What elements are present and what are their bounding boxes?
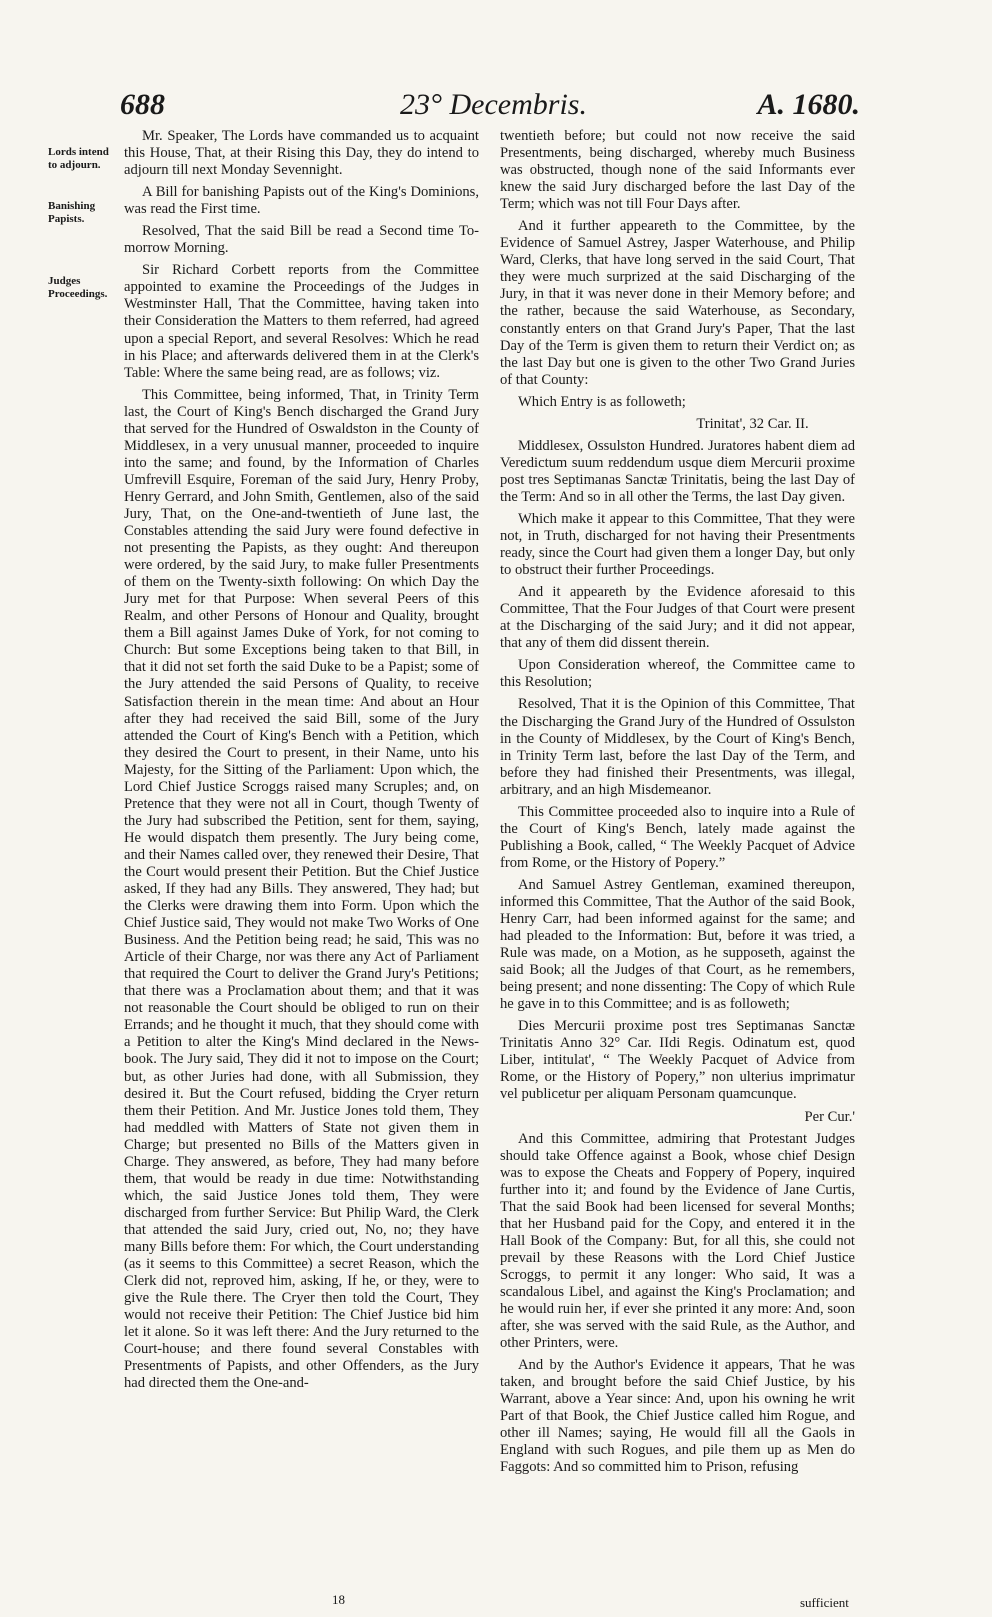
paragraph: twentieth before; but could not now receive the said Presentments, being discharged, whereby much Business was obstructed, though none of the said Informants ever knew the said Jury discharged before the last Day of the Term; which was not till Four Days after. [500, 128, 855, 213]
running-title-date: 23° Decembris. [400, 88, 587, 121]
per-curiam: Per Cur.' [804, 1108, 855, 1125]
paragraph: And it appeareth by the Evidence aforesaid to this Committee, That the Four Judges of that Court were present at the Discharging of the said Jury; and it did not appear, that any of them did dissent therein. [500, 584, 855, 652]
paragraph: And Samuel Astrey Gentleman, examined thereupon, informed this Committee, That the Author of the said Book, Henry Carr, had been informed against for the same; and had pleaded to the Information: But, before it was tried, a Rule was made, on a Motion, as he supposeth, against the said Book; all the Judges of that Court, as he remembers, being present; and none dissenting: The Copy of which Rule he gave in to this Committee; and is as followeth; [500, 876, 855, 1013]
paragraph: This Committee, being informed, That, in Trinity Term last, the Court of King's Bench discharged the Grand Jury that served for the Hundred of Oswaldston in the County of Middlesex, in a very unusual manner, proceeded to inquire into the same; and found, by the Information of Charles Umfrevill Esquire, Foreman of the said Jury, Henry Proby, Henry Gerrard, and John Smith, Gentlemen, also of the said Jury, That, on the One-and-twentieth of June last, the Constables attending the said Jury were found defective in not presenting the Papists, as they ought: And thereupon were ordered, by the said Jury, to make fuller Presentments of them on the Twenty-sixth following: On which Day the Jury met for that Purpose: When several Peers of this Realm, and other Persons of Honour and Quality, brought them a Bill against James Duke of York, for not coming to Church: But some Exceptions being taken to that Bill, in that it did not set forth the said Duke to be a Papist; some of the Jury attended the said Persons of Quality, to receive Satisfaction therein in the mean time: And about an Hour after they had received the said Bill, some of the Jury attended the Court of King's Bench with a Petition, which they desired the Court to present, in their Name, unto his Majesty, for the Sitting of the Parliament: Upon which, the Lord Chief Justice Scroggs raised many Scruples; and, on Pretence that they were not all in Court, though Twenty of the Jury had subscribed the Petition, sent for them, saying, He would dispatch them presently. The Jury being come, and their Names called over, they renewed their Desire, That the Court would present their Petition. But the Chief Justice asked, If they had any Bills. They answered, They had; but the Clerks were drawing them into Form. Upon which the Chief Justice said, They would not make Two Works of One Business. And the Petition being read; he said, This was no Article of their Charge, nor was there any Act of Parliament that required the Court to deliver the Grand Jury's Petitions; that there was a Proclamation about them; and that it was not reasonable the Court should be obliged to run on their Errands; and he thought it much, that they should come with a Petition to alter the King's Mind declared in the News-book. The Jury said, They did it not to impose on the Court; but, as other Juries had done, with all Submission, they desired it. But the Court refused, bidding the Cryer return them their Petition. And Mr. Justice Jones told them, They had meddled with Matters of State not given them in Charge; but presented no Bills of the Matters given in Charge. They answered, as before, They had many before them, that would be ready in due time: Notwithstanding which, the said Justice Jones told them, They were discharged from further Service: But Philip Ward, the Clerk that attended the said Jury, cried out, No, no; they have many Bills before them: For which, the Court understanding (as it seems to this Committee) a secret Reason, which the Clerk did not, reproved him, asking, If he, or they, were to give the Rule there. The Cryer then told the Court, They would not receive their Petition: The Chief Justice bid him let it alone. So it was left there: And the Jury returned to the Court-house; and there found several Constables with Presentments of Papists, and other Offenders, as the Jury had directed them the One-and- [124, 386, 479, 1392]
left-column [124, 128, 479, 1397]
right-column [500, 128, 855, 1482]
paragraph: And this Committee, admiring that Protestant Judges should take Offence against a Book, whose chief Design was to expose the Cheats and Foppery of Popery, inquired further into it; and found by the Evidence of Jane Curtis, That the said Book had been licensed for several Months; that her Husband paid for the Copy, and entered it in the Hall Book of the Company: But, for all this, she could not prevail by these Reasons with the Lord Chief Justice Scroggs, to permit it any longer: Who said, It was a scandalous Libel, and against the King's Proclamation; and he would ruin her, if ever she printed it any more: And, soon after, she was served with the said Rule, as the Author, and other Printers, were. [500, 1130, 855, 1352]
paragraph: Resolved, That it is the Opinion of this Committee, That the Discharging the Grand Jury of the Hundred of Ossulston in the County of Middlesex, by the Court of King's Bench, in Trinity Term last, before the last Day of the Term, and before they had finished their Presentments, was illegal, arbitrary, and an high Misdemeanor. [500, 696, 855, 798]
margin-note-judges-proceedings: Judges Proceedings. [48, 275, 108, 300]
paragraph: Which Entry is as followeth; [518, 393, 686, 410]
paragraph: Mr. Speaker, The Lords have commanded us to acquaint this House, That, at their Rising this Day, they do intend to adjourn till next Monday Sevennight. [124, 128, 479, 179]
paragraph: Resolved, That the said Bill be read a Second time To-morrow Morning. [124, 223, 479, 257]
paragraph: Dies Mercurii proxime post tres Septimanas Sanctæ Trinitatis Anno 32° Car. IIdi Regis. Odinatum est, quod Liber, intitulat', “ The Weekly Pacquet of Advice from Rome, or the History of Popery,” non ulterius imprimatur vel publicetur per aliquam Personam quamcunque. [500, 1018, 855, 1103]
signature-mark: 18 [332, 1592, 345, 1607]
page-number: 688 [120, 88, 165, 121]
catchword: sufficient [800, 1595, 849, 1610]
paragraph: Upon Consideration whereof, the Committee came to this Resolution; [500, 657, 855, 691]
record-heading: Trinitat', 32 Car. II. [696, 415, 809, 432]
paragraph: A Bill for banishing Papists out of the King's Dominions, was read the First time. [124, 184, 479, 218]
paragraph: Sir Richard Corbett reports from the Committee appointed to examine the Proceedings of the Judges in Westminster Hall, That the Committee, having taken into their Consideration the Matters to them referred, had agreed upon a special Report, and several Resolves: Which he read in his Place; and afterwards delivered them in at the Clerk's Table: Where the same being read, are as follows; viz. [124, 262, 479, 381]
paragraph: Middlesex, Ossulston Hundred. Juratores habent diem ad Veredictum suum reddendum usque diem Mercurii proxime post tres Septimanas Sanctæ Trinitatis, being the last Day of the Term: And so in all other the Terms, the last Day given. [500, 437, 855, 505]
paragraph: Which make it appear to this Committee, That they were not, in Truth, discharged for not having their Presentments ready, since the Court had given them a longer Day, but only to obstruct their further Proceedings. [500, 510, 855, 579]
paragraph: And by the Author's Evidence it appears, That he was taken, and brought before the said Chief Justice, by his Warrant, above a Year since: And, upon his owning he writ Part of that Book, the Chief Justice called him Rogue, and other ill Names; saying, He would fill all the Gaols in England with such Rogues, and pile them up as Men do Faggots: And so committed him to Prison, refusing [500, 1357, 855, 1476]
paragraph: And it further appeareth to the Committee, by the Evidence of Samuel Astrey, Jasper Waterhouse, and Philip Ward, Clerks, that have long served in the said Court, That they were much surprized at the said Discharging of the Jury, in that it was never done in their Memory before; and the rather, because the said Waterhouse, as Secondary, constantly enters on that Grand Jury's Paper, That the last Day of the Term is given them to return their Verdict on; as the last Day but one is given to the other Two Grand Juries of that County: [500, 218, 855, 388]
margin-note-banishing-papists: Banishing Papists. [48, 200, 96, 225]
margin-note-lords-adjourn: Lords intend to adjourn. [48, 146, 109, 171]
running-title-year: A. 1680. [757, 88, 860, 121]
paragraph: This Committee proceeded also to inquire into a Rule of the Court of King's Bench, lately made against the Publishing a Book, called, “ The Weekly Pacquet of Advice from Rome, or the History of Popery.” [500, 803, 855, 871]
page-header [120, 88, 860, 128]
